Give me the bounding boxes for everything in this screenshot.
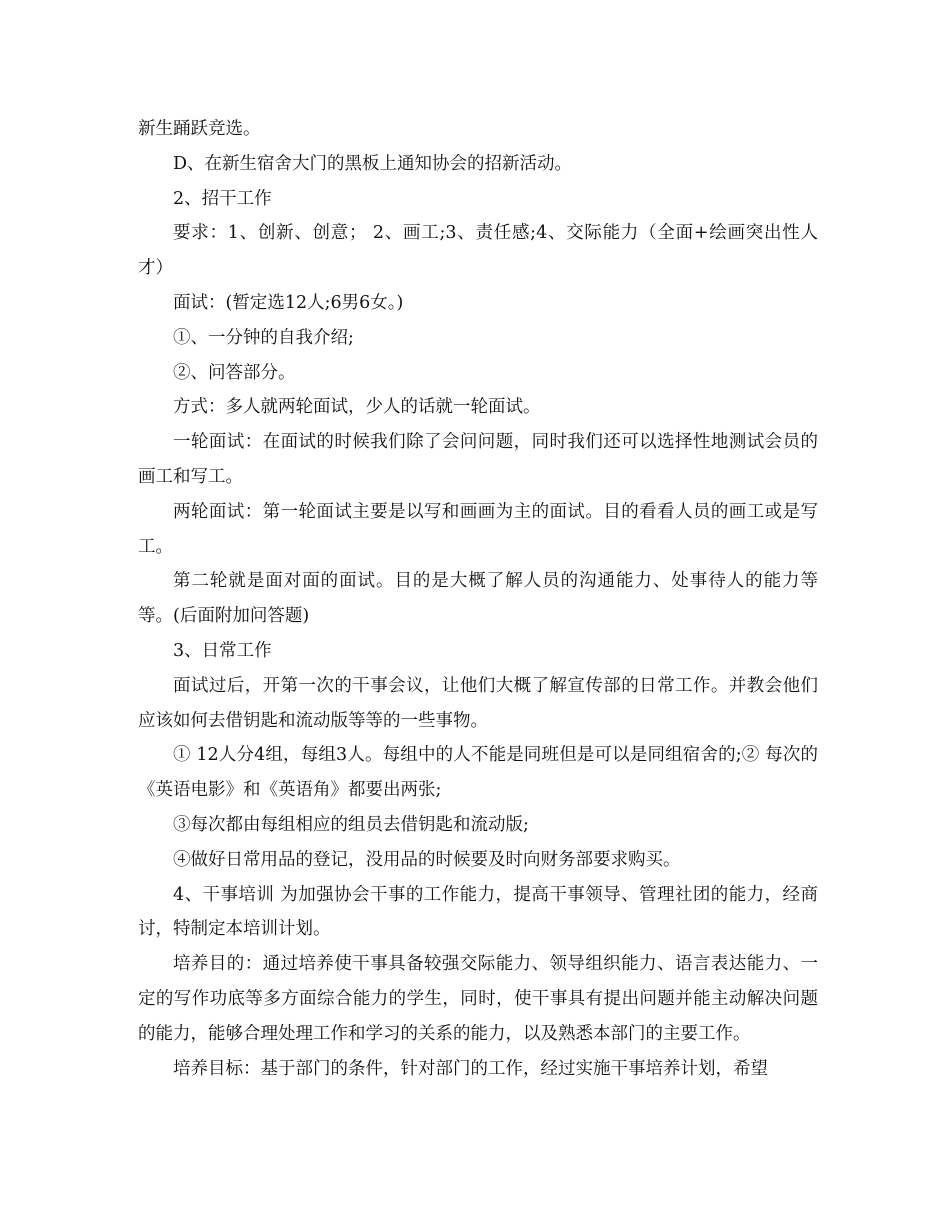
paragraph-requirements: 要求：1、创新、创意； 2、画工;3、责任感;4、交际能力（全面+绘画突出性人才） [138, 223, 818, 279]
paragraph-training-goal: 培养目标：基于部门的条件，针对部门的工作，经过实施干事培养计划，希望 [173, 1058, 768, 1079]
list-item-groups: ① 12人分4组，每组3人。每组中的人不能是同班但是可以是同组宿舍的;② 每次的《英语电影》和《英语角》都要出两张; [138, 745, 818, 801]
paragraph-interview: 面试：(暂定选12人;6男6女。) [173, 292, 404, 313]
section-heading-training: 4、干事培训 为加强协会干事的工作能力，提高干事领导、管理社团的能力，经商讨，特制定本培训计划。 [138, 884, 818, 940]
document-body [138, 112, 818, 1086]
list-item-qa: ②、问答部分。 [173, 362, 296, 383]
section-heading-daily-work: 3、日常工作 [173, 640, 272, 661]
list-item-keys: ③每次都由每组相应的组员去借钥匙和流动版; [173, 814, 529, 835]
list-item-intro: ①、一分钟的自我介绍; [173, 327, 354, 348]
paragraph-method: 方式：多人就两轮面试，少人的话就一轮面试。 [173, 397, 541, 418]
paragraph-after-interview: 面试过后，开第一次的干事会议，让他们大概了解宣传部的日常工作。并教会他们应该如何去借钥匙和流动版等等的一些事物。 [138, 675, 818, 731]
paragraph-2: D、在新生宿舍大门的黑板上通知协会的招新活动。 [173, 153, 573, 174]
paragraph-second-round: 第二轮就是面对面的面试。目的是大概了解人员的沟通能力、处事待人的能力等等。(后面附加问答题) [138, 571, 818, 627]
section-heading-recruitment: 2、招干工作 [173, 188, 272, 209]
list-item-supplies: ④做好日常用品的登记，没用品的时候要及时向财务部要求购买。 [173, 849, 681, 870]
paragraph-1: 新生踊跃竞选。 [138, 119, 261, 139]
paragraph-two-rounds: 两轮面试：第一轮面试主要是以写和画画为主的面试。目的看看人员的画工或是写工。 [138, 501, 818, 557]
paragraph-one-round: 一轮面试：在面试的时候我们除了会问问题，同时我们还可以选择性地测试会员的画工和写工。 [138, 432, 818, 487]
paragraph-training-purpose: 培养目的：通过培养使干事具备较强交际能力、领导组织能力、语言表达能力、一定的写作功底等多方面综合能力的学生，同时，使干事具有提出问题并能主动解决问题的能力，能够合理处理工作和学习的关系的能力，以及熟悉本部门的主要工作。 [138, 954, 818, 1044]
